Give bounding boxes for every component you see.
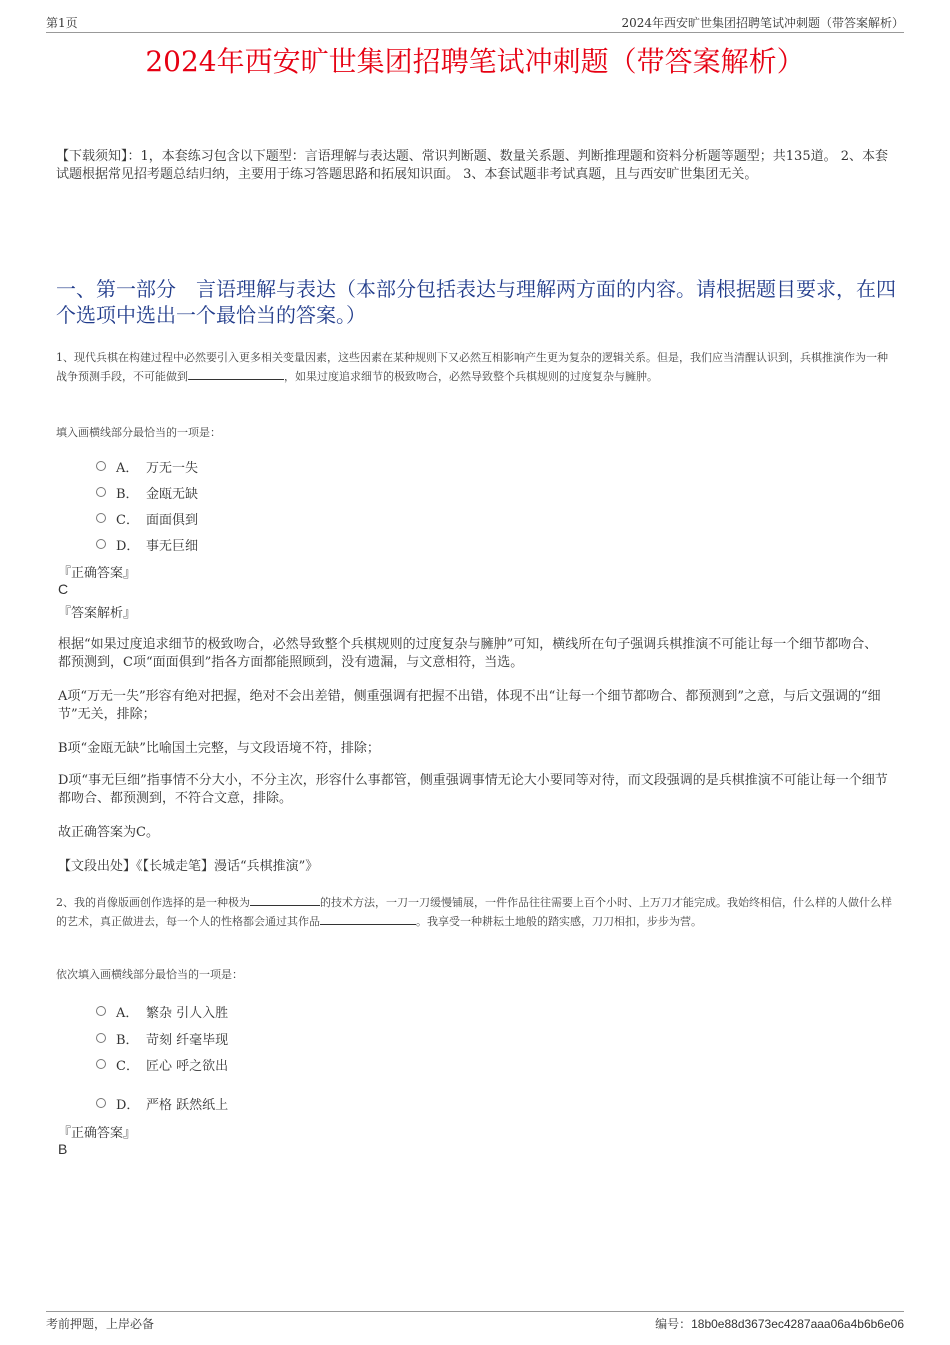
q1-option-c[interactable] [96, 509, 198, 527]
q1-analysis-para: B项“金瓯无缺”比喻国土完整，与文段语境不符，排除； [58, 741, 380, 756]
q1-analysis-para: 根据“如果过度追求细节的极致吻合，必然导致整个兵棋规则的过度复杂与臃肿”可知，横线所在句子强调兵棋推演不可能让每一个细节都吻合、都预测到，C项“面面俱到”指各方面都能照顾到，没有遗漏，与文意相符，当选。 [58, 637, 878, 670]
question-1-text [56, 348, 896, 386]
q1-analysis-para: A项“万无一失”形容有绝对把握，绝对不会出差错，侧重强调有把握不出错，体现不出“让每一个细节都吻合、都预测到”之意，与后文强调的“细节”无关，排除； [58, 689, 881, 722]
q1-analysis-label: 『答案解析』 [58, 606, 137, 621]
option-text: 面面俱到 [146, 512, 199, 528]
q2-blank-2 [320, 914, 416, 925]
q2-option-a[interactable] [96, 1002, 228, 1020]
q1-option-a[interactable] [96, 457, 198, 475]
option-letter: A． [116, 460, 139, 476]
option-letter: D． [116, 1097, 140, 1113]
option-letter: D． [116, 538, 140, 554]
option-letter: C． [116, 512, 139, 528]
footer-code-value: 18b0e88d3673ec4287aaa06a4b6b6e06 [691, 1317, 904, 1331]
q2-text-c: 。我享受一种耕耘土地般的踏实感，刀刀相扣，步步为营。 [416, 915, 702, 928]
option-text: 苛刻 纤毫毕现 [146, 1032, 229, 1048]
option-text: 万无一失 [146, 460, 199, 476]
radio-icon[interactable] [96, 461, 106, 471]
q1-text-before: 1、现代兵棋在构建过程中必然要引入更多相关变量因素，这些因素在某种规则下又必然互相影响产生更为复杂的逻辑关系。但是，我们应当清醒认识到，兵棋推演作为一种战争预测手段，不可能做到 [56, 351, 888, 383]
section-heading: 一、第一部分 言语理解与表达（本部分包括表达与理解两方面的内容。请根据题目要求，在四个选项中选出一个最恰当的答案。） [56, 277, 896, 327]
option-letter: A． [116, 1005, 139, 1021]
q2-answer: B [58, 1141, 68, 1157]
footer-code-label: 编号： [655, 1317, 692, 1331]
q1-option-d[interactable] [96, 535, 198, 553]
download-notice: 【下载须知】：1，本套练习包含以下题型：言语理解与表达题、常识判断题、数量关系题、判断推理题和资料分析题等题型；共135道。 2、本套试题根据常见招考题总结归纳，主要用于练习答题思路和拓展知识面。 3、本套试题非考试真题，且与西安旷世集团无关。 [56, 149, 888, 182]
q2-text-a: 2、我的肖像版画创作选择的是一种极为 [56, 896, 250, 909]
option-letter: B． [116, 1032, 139, 1048]
radio-icon[interactable] [96, 1006, 106, 1016]
footer-code [655, 1315, 904, 1332]
question-1-prompt: 填入画横线部分最恰当的一项是： [56, 426, 221, 439]
option-text: 繁杂 引人入胜 [146, 1005, 229, 1021]
q1-answer: C [58, 581, 69, 597]
header-divider [46, 32, 904, 33]
option-letter: B． [116, 486, 139, 502]
option-text: 金瓯无缺 [146, 486, 199, 502]
q2-answer-label: 『正确答案』 [58, 1126, 137, 1141]
q1-text-after: ，如果过度追求细节的极致吻合，必然导致整个兵棋规则的过度复杂与臃肿。 [284, 370, 658, 383]
document-title: 2024年西安旷世集团招聘笔试冲刺题（带答案解析） [145, 45, 805, 78]
q1-answer-label: 『正确答案』 [58, 566, 137, 581]
option-letter: C． [116, 1058, 139, 1074]
q2-blank-1 [250, 895, 320, 906]
option-text: 匠心 呼之欲出 [146, 1058, 229, 1074]
option-text: 严格 跃然纸上 [146, 1097, 229, 1113]
q1-blank [188, 369, 284, 380]
running-title: 2024年西安旷世集团招聘笔试冲刺题（带答案解析） [621, 16, 904, 30]
q1-analysis-para: D项“事无巨细”指事情不分大小，不分主次，形容什么事都管，侧重强调事情无论大小要同等对待，而文段强调的是兵棋推演不可能让每一个细节都吻合、都预测到，不符合文意，排除。 [58, 773, 888, 806]
footer-divider [46, 1311, 904, 1312]
question-2-text [56, 893, 896, 931]
footer-slogan: 考前押题，上岸必备 [46, 1317, 155, 1331]
q1-option-b[interactable] [96, 483, 198, 501]
question-2-prompt: 依次填入画横线部分最恰当的一项是： [56, 968, 243, 981]
option-text: 事无巨细 [146, 538, 199, 554]
radio-icon[interactable] [96, 1033, 106, 1043]
q1-source: 【文段出处】《【长城走笔】漫话“兵棋推演”》 [58, 859, 319, 874]
q2-option-c[interactable] [96, 1055, 228, 1073]
page-number: 第1页 [46, 16, 78, 30]
q2-text-b: 的技术方法，一刀一刀缓慢铺展，一件作品往往需要上百个小时、上万刀才能完成。我始终相信，什么样的人做什么样的艺术，真正做进去，每一个人的性格都会通过其作品 [56, 896, 892, 928]
radio-icon[interactable] [96, 539, 106, 549]
radio-icon[interactable] [96, 513, 106, 523]
q2-option-b[interactable] [96, 1029, 228, 1047]
radio-icon[interactable] [96, 487, 106, 497]
q1-analysis-para: 故正确答案为C。 [58, 825, 159, 840]
radio-icon[interactable] [96, 1098, 106, 1108]
q2-option-d[interactable] [96, 1094, 228, 1112]
radio-icon[interactable] [96, 1059, 106, 1069]
